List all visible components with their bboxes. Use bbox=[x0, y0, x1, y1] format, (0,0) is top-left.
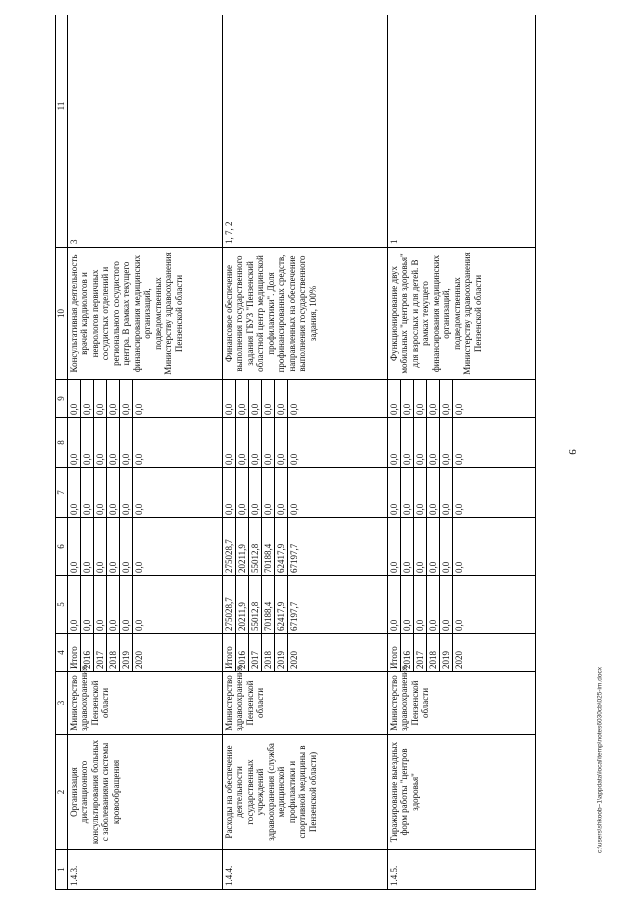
funding-value: 0,0 bbox=[94, 380, 107, 417]
funding-value: 0,0 bbox=[401, 576, 414, 633]
funding-value: 0,0 bbox=[133, 619, 144, 631]
funding-value: 0,0 bbox=[249, 418, 262, 467]
funding-value: 55012,8 bbox=[249, 576, 262, 633]
column-number-header: 9 bbox=[56, 380, 68, 418]
funding-value: 0,0 bbox=[440, 576, 453, 633]
funding-c9 bbox=[222, 380, 387, 418]
years-cell bbox=[222, 634, 387, 672]
executor: Министерство здравоохранения Пензенской области bbox=[387, 672, 535, 735]
funding-c8 bbox=[222, 418, 387, 468]
funding-value: 0,0 bbox=[453, 619, 464, 631]
funding-c8 bbox=[67, 418, 222, 468]
funding-value: 0,0 bbox=[288, 453, 299, 465]
funding-c6 bbox=[387, 518, 535, 576]
indicator-link: 1 bbox=[387, 15, 535, 248]
year-label: 2017 bbox=[94, 634, 107, 671]
funding-value: 0,0 bbox=[107, 380, 120, 417]
funding-value: 0,0 bbox=[275, 418, 288, 467]
funding-c5 bbox=[222, 576, 387, 634]
year-label: 2018 bbox=[427, 634, 440, 671]
year-label: 2019 bbox=[275, 634, 288, 671]
funding-value: 0,0 bbox=[120, 518, 133, 575]
years-cell bbox=[67, 634, 222, 672]
funding-value: 0,0 bbox=[68, 380, 81, 417]
funding-value: 0,0 bbox=[120, 576, 133, 633]
funding-value: 67197,7 bbox=[288, 543, 299, 573]
funding-value: 0,0 bbox=[427, 468, 440, 517]
funding-value: 0,0 bbox=[453, 453, 464, 465]
funding-value: 0,0 bbox=[223, 380, 236, 417]
funding-value: 0,0 bbox=[68, 576, 81, 633]
funding-value: 0,0 bbox=[388, 518, 401, 575]
column-number-header: 3 bbox=[56, 672, 68, 735]
funding-value: 0,0 bbox=[81, 418, 94, 467]
rotated-table-container bbox=[55, 15, 565, 890]
funding-value: 0,0 bbox=[223, 418, 236, 467]
funding-value: 0,0 bbox=[440, 380, 453, 417]
funding-value: 0,0 bbox=[120, 468, 133, 517]
funding-value: 0,0 bbox=[236, 418, 249, 467]
year-label: 2018 bbox=[107, 634, 120, 671]
funding-value: 0,0 bbox=[453, 503, 464, 515]
funding-value: 62417,9 bbox=[275, 576, 288, 633]
funding-c6 bbox=[222, 518, 387, 576]
funding-value: 67197,7 bbox=[288, 601, 299, 631]
funding-value: 275028,7 bbox=[223, 576, 236, 633]
measure-number: 1.4.3. bbox=[67, 850, 222, 890]
funding-value: 0,0 bbox=[401, 380, 414, 417]
funding-value: 0,0 bbox=[427, 418, 440, 467]
funding-c5 bbox=[67, 576, 222, 634]
expected-result: Функционирование двух мобильных "центров здоровья" для взрослых и для детей. В рамках текущего финансирования медицинских организаций, подведомственных Министерству здравоохранения Пензенской области bbox=[387, 248, 535, 380]
column-number-header: 6 bbox=[56, 518, 68, 576]
year-label: 2020 bbox=[453, 651, 464, 669]
indicator-link: 1, 7, 2 bbox=[222, 15, 387, 248]
year-label: 2019 bbox=[440, 634, 453, 671]
funding-value: 0,0 bbox=[107, 518, 120, 575]
funding-value: 0,0 bbox=[94, 518, 107, 575]
funding-value: 0,0 bbox=[440, 418, 453, 467]
funding-value: 0,0 bbox=[401, 518, 414, 575]
funding-value: 0,0 bbox=[249, 468, 262, 517]
funding-value: 0,0 bbox=[427, 576, 440, 633]
funding-value: 20211,9 bbox=[236, 576, 249, 633]
funding-value: 0,0 bbox=[68, 468, 81, 517]
funding-value: 0,0 bbox=[453, 561, 464, 573]
year-label: 2017 bbox=[249, 634, 262, 671]
funding-value: 0,0 bbox=[414, 380, 427, 417]
funding-c6 bbox=[67, 518, 222, 576]
footer-file-path: c:\users\shkoob~1\appdata\local\temp\notes6030cb\025-im.docx bbox=[596, 667, 604, 853]
funding-value: 70188,4 bbox=[262, 518, 275, 575]
funding-c9 bbox=[387, 380, 535, 418]
program-measures-table bbox=[55, 15, 536, 890]
year-label: Итого bbox=[388, 634, 401, 671]
year-label: 2019 bbox=[120, 634, 133, 671]
column-number-header: 5 bbox=[56, 576, 68, 634]
funding-value: 0,0 bbox=[236, 468, 249, 517]
year-label: 2020 bbox=[288, 651, 299, 669]
funding-value: 0,0 bbox=[288, 403, 299, 415]
funding-value: 20211,9 bbox=[236, 518, 249, 575]
funding-c8 bbox=[387, 418, 535, 468]
expected-result: Финансовое обеспечение выполнения государственного задания ГБУЗ "Пензенский областной центр медицинской профилактики". Доля профинансированных средств, направленных на обеспечение выполнения государственного задания, 100% bbox=[222, 248, 387, 380]
funding-value: 0,0 bbox=[81, 576, 94, 633]
funding-value: 0,0 bbox=[223, 468, 236, 517]
funding-value: 0,0 bbox=[94, 468, 107, 517]
column-number-header: 4 bbox=[56, 634, 68, 672]
funding-value: 0,0 bbox=[453, 403, 464, 415]
funding-value: 0,0 bbox=[414, 518, 427, 575]
funding-value: 55012,8 bbox=[249, 518, 262, 575]
funding-value: 0,0 bbox=[236, 380, 249, 417]
funding-value: 0,0 bbox=[262, 418, 275, 467]
measure-number: 1.4.5. bbox=[387, 850, 535, 890]
funding-value: 0,0 bbox=[120, 380, 133, 417]
year-label: 2016 bbox=[401, 634, 414, 671]
funding-value: 0,0 bbox=[133, 403, 144, 415]
table-row bbox=[67, 15, 222, 890]
funding-value: 0,0 bbox=[68, 518, 81, 575]
funding-value: 0,0 bbox=[288, 503, 299, 515]
year-label: 2018 bbox=[262, 634, 275, 671]
year-label: 2016 bbox=[236, 634, 249, 671]
funding-c7 bbox=[387, 468, 535, 518]
funding-value: 0,0 bbox=[81, 380, 94, 417]
executor: Министерство здравоохранения Пензенской области bbox=[67, 672, 222, 735]
column-number-header: 10 bbox=[56, 248, 68, 380]
funding-value: 0,0 bbox=[401, 418, 414, 467]
funding-value: 0,0 bbox=[275, 380, 288, 417]
funding-value: 0,0 bbox=[94, 418, 107, 467]
column-number-header: 2 bbox=[56, 735, 68, 850]
expected-result: Консультативная деятельность врачей кардиологов и неврологов первичных сосудистых отделений и регионального сосудистого центра. В рамках текущего финансирования медицинских организаций, подведомственных Министерству здравоохранения Пензенской области bbox=[67, 248, 222, 380]
funding-value: 0,0 bbox=[414, 418, 427, 467]
funding-value: 0,0 bbox=[427, 518, 440, 575]
funding-value: 0,0 bbox=[107, 418, 120, 467]
year-label: 2020 bbox=[133, 651, 144, 669]
funding-value: 0,0 bbox=[68, 418, 81, 467]
funding-value: 0,0 bbox=[414, 468, 427, 517]
years-cell bbox=[387, 634, 535, 672]
funding-c7 bbox=[222, 468, 387, 518]
column-number-header: 11 bbox=[56, 15, 68, 248]
funding-value: 0,0 bbox=[133, 453, 144, 465]
funding-value: 0,0 bbox=[275, 468, 288, 517]
year-label: Итого bbox=[68, 634, 81, 671]
funding-value: 0,0 bbox=[440, 468, 453, 517]
header-row bbox=[56, 15, 68, 890]
funding-c9 bbox=[67, 380, 222, 418]
year-label: 2017 bbox=[414, 634, 427, 671]
measure-name: Тиражирование выездных форм работы "центров здоровья" bbox=[387, 735, 535, 850]
funding-value: 0,0 bbox=[107, 576, 120, 633]
table-row bbox=[387, 15, 535, 890]
measure-name: Организация дистанционного консультирования больных с заболеваниями системы кровообращения bbox=[67, 735, 222, 850]
funding-value: 275028,7 bbox=[223, 518, 236, 575]
funding-value: 0,0 bbox=[133, 503, 144, 515]
column-number-header: 8 bbox=[56, 418, 68, 468]
funding-c7 bbox=[67, 468, 222, 518]
year-label: 2016 bbox=[81, 634, 94, 671]
table-row bbox=[222, 15, 387, 890]
funding-value: 0,0 bbox=[401, 468, 414, 517]
column-number-header: 7 bbox=[56, 468, 68, 518]
funding-value: 0,0 bbox=[427, 380, 440, 417]
funding-value: 0,0 bbox=[94, 576, 107, 633]
indicator-link: 3 bbox=[67, 15, 222, 248]
funding-value: 0,0 bbox=[388, 468, 401, 517]
funding-value: 0,0 bbox=[133, 561, 144, 573]
funding-c5 bbox=[387, 576, 535, 634]
funding-value: 70188,4 bbox=[262, 576, 275, 633]
funding-value: 0,0 bbox=[81, 518, 94, 575]
document-page bbox=[55, 15, 565, 890]
funding-value: 0,0 bbox=[388, 576, 401, 633]
measure-name: Расходы на обеспечение деятельности государственных учреждений здравоохранения (служба медицинской профилактики и спортивной медицины в Пензенской области) bbox=[222, 735, 387, 850]
funding-value: 0,0 bbox=[120, 418, 133, 467]
funding-value: 0,0 bbox=[262, 380, 275, 417]
funding-value: 0,0 bbox=[388, 380, 401, 417]
funding-value: 0,0 bbox=[440, 518, 453, 575]
column-number-header: 1 bbox=[56, 850, 68, 890]
funding-value: 0,0 bbox=[262, 468, 275, 517]
executor: Министерство здравоохранения Пензенской области bbox=[222, 672, 387, 735]
funding-value: 0,0 bbox=[414, 576, 427, 633]
year-label: Итого bbox=[223, 634, 236, 671]
funding-value: 0,0 bbox=[388, 418, 401, 467]
measure-number: 1.4.4. bbox=[222, 850, 387, 890]
funding-value: 0,0 bbox=[81, 468, 94, 517]
funding-value: 0,0 bbox=[249, 380, 262, 417]
funding-value: 62417,9 bbox=[275, 518, 288, 575]
funding-value: 0,0 bbox=[107, 468, 120, 517]
page-number: 9 bbox=[566, 449, 578, 455]
